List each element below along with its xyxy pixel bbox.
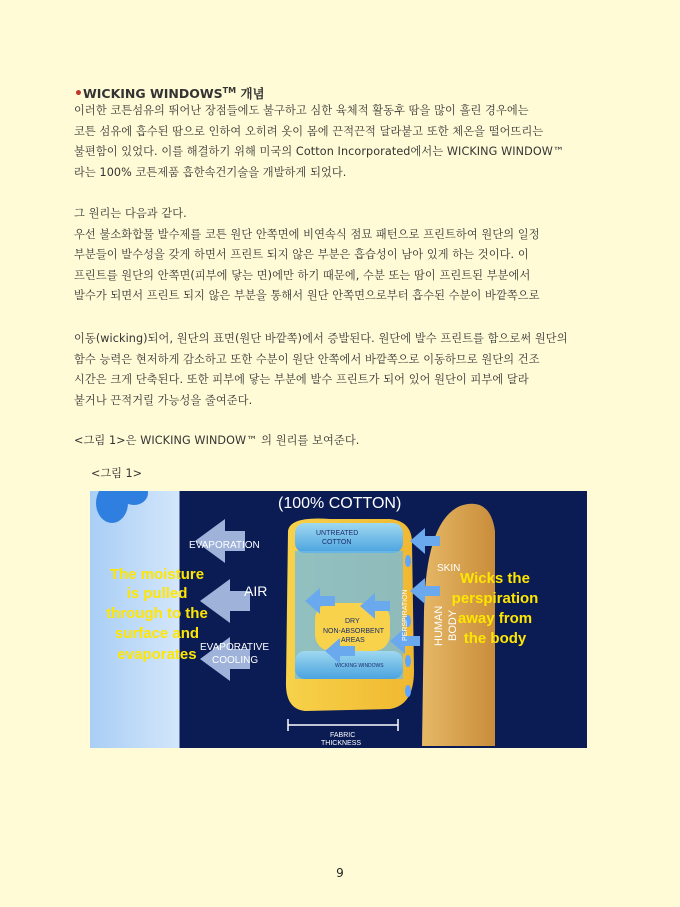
left-note-line: is pulled [126, 585, 188, 602]
label-evaporative: EVAPORATIVE [200, 642, 270, 653]
heading-bullet: • [74, 86, 83, 102]
paragraph-principle [74, 204, 606, 307]
text-line: 부분들이 발수성을 갖게 하면서 프린트 되지 않은 부분은 흡습성이 남아 있게 하는 것이다. 이 [74, 248, 529, 261]
text-line: 우선 불소화합물 발수제를 코튼 원단 안쪽면에 비연속식 점묘 패턴으로 프린트하여 원단의 일정 [74, 227, 540, 241]
figure-title: (100% COTTON) [278, 495, 402, 512]
text-line: 발수가 되면서 프린트 되지 않은 부분을 통해서 원단 안쪽면으로부터 흡수된 수분이 바깥쪽으로 [74, 289, 540, 302]
drop-icon [405, 555, 411, 567]
text-line: 프린트를 원단의 안쪽면(피부에 닿는 면)에만 하기 때문에, 수분 또는 땀이 프린트된 부분에서 [74, 268, 531, 282]
page-number: 9 [336, 866, 344, 880]
label-thickness: THICKNESS [321, 740, 362, 747]
text-line: 함수 능력은 현저하게 감소하고 또한 수분이 원단 안쪽에서 바깥쪽으로 이동하므로 원단의 건조 [74, 352, 540, 366]
left-note-line: surface and [114, 625, 200, 642]
text-line: 이러한 코튼섬유의 뛰어난 장점들에도 불구하고 심한 육체적 활동후 땀을 많이 흘린 경우에는 [74, 104, 529, 117]
text-line: 붙거나 끈적거릴 가능성을 줄여준다. [74, 393, 253, 407]
left-note-line: The moisture [109, 566, 205, 583]
label-areas: AREAS [341, 637, 365, 644]
label-perspiration: PERSPIRATION [402, 589, 409, 641]
label-non-absorbent: NON-ABSORBENT [323, 628, 385, 635]
label-skin: SKIN [437, 563, 461, 574]
label-wicking-windows: WICKING WINDOWS [335, 663, 384, 669]
label-untreated: UNTREATED [316, 530, 359, 537]
label-human: HUMAN [433, 605, 445, 646]
text-line: 코튼 섬유에 흡수된 땀으로 인하여 오히려 옷이 몸에 끈적끈적 달라붙고 또한 체온을 떨어뜨리는 [74, 124, 544, 138]
label-cotton: COTTON [322, 539, 352, 546]
label-body: BODY [447, 609, 459, 641]
drop-icon [405, 685, 411, 697]
paragraph-intro [74, 101, 606, 183]
figure-caption: <그림 1> [91, 467, 143, 480]
text-line: 시간은 크게 단축된다. 또한 피부에 닿는 부분에 발수 프린트가 되어 있어 원단이 피부에 달라 [74, 373, 529, 386]
right-note-line: perspiration [451, 590, 539, 607]
right-note-line: away from [457, 610, 533, 627]
text-line: 라는 100% 코튼제품 흡한속건기술을 개발하게 되었다. [74, 165, 347, 179]
label-evaporation: EVAPORATION [189, 540, 260, 551]
left-note [106, 566, 208, 663]
label-cooling: COOLING [212, 655, 259, 666]
right-note-line: Wicks the [460, 570, 530, 587]
left-note-line: through to the [106, 605, 208, 622]
wicking-window-diagram [90, 491, 587, 748]
paragraph-wicking [74, 329, 606, 411]
right-note-line: the body [463, 630, 527, 647]
heading-trademark: TM [222, 85, 237, 95]
heading-suffix: 개념 [236, 86, 265, 101]
label-air: AIR [244, 583, 268, 599]
paragraph-figure-ref [74, 431, 606, 452]
section-heading [74, 84, 265, 102]
fabric-thickness-bracket [288, 719, 398, 731]
heading-title: WICKING WINDOWS [82, 86, 223, 101]
text-line: 이동(wicking)되어, 원단의 표면(원단 바깥쪽)에서 증발된다. 원단에 발수 프린트를 함으로써 원단의 [74, 332, 568, 345]
label-fabric: FABRIC [330, 732, 356, 739]
text-line: 불편함이 있었다. 이를 해결하기 위해 미국의 Cotton Incorporated에서는 WICKING WINDOW™ [74, 145, 565, 158]
untreated-cotton-area [295, 523, 403, 553]
label-dry: DRY [345, 618, 360, 625]
drop-icon [405, 655, 411, 667]
left-note-line: evaporates [117, 646, 197, 663]
text-line: <그림 1>은 WICKING WINDOW™ 의 원리를 보여준다. [74, 434, 360, 447]
text-line: 그 원리는 다음과 같다. [74, 207, 187, 220]
diagram-svg [90, 491, 587, 748]
